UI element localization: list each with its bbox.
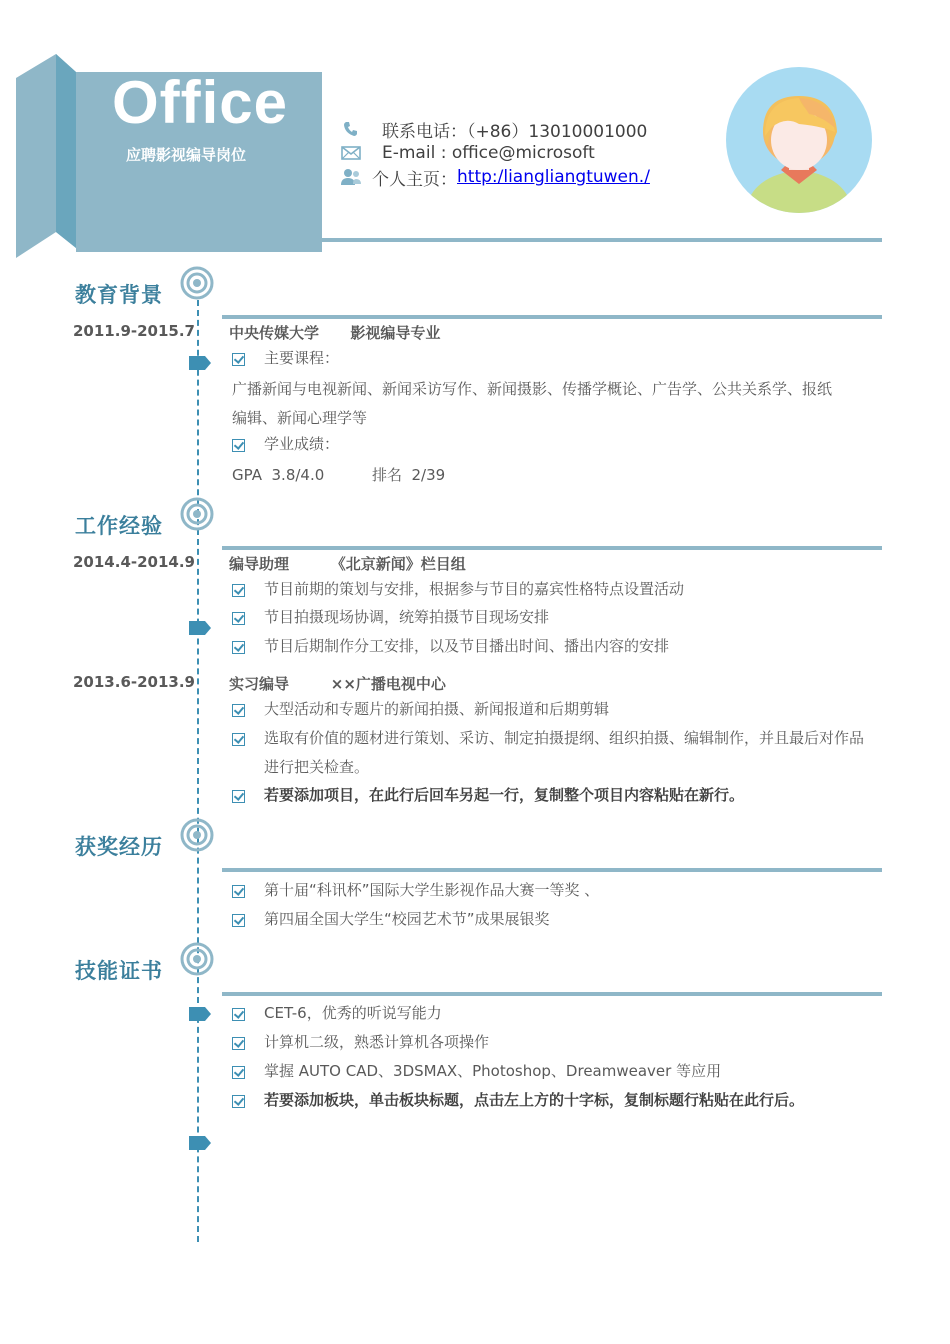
checkbox-icon: [232, 1066, 245, 1079]
list-item: 学业成绩：: [232, 436, 882, 459]
phone-icon: [340, 119, 362, 139]
target-icon: [180, 818, 214, 852]
checkbox-icon: [232, 353, 245, 366]
people-icon: [340, 167, 362, 187]
checkbox-icon: [232, 1037, 245, 1050]
email-row: [340, 141, 595, 165]
list-item: 主要课程：: [232, 350, 882, 373]
phone-text: 联系电话：（+86）13010001000: [382, 121, 648, 142]
checkbox-icon: [232, 641, 245, 654]
arrow-tag-icon: [189, 1136, 211, 1150]
list-item: CET-6，优秀的听说写能力: [232, 1005, 882, 1028]
checkbox-icon: [232, 584, 245, 597]
envelope-icon: [340, 143, 362, 163]
list-item: 掌握 AUTO CAD、3DSMAX、Photoshop、Dreamweaver 等应用: [232, 1063, 882, 1086]
section-title-skills: 技能证书: [75, 959, 163, 983]
job-date: 2013.6-2013.9: [73, 673, 195, 691]
courses-line: 广播新闻与电视新闻、新闻采访写作、新闻摄影、传播学概论、广告学、公共关系学、报纸: [232, 380, 833, 398]
section-divider: [222, 315, 882, 319]
education-date: 2011.9-2015.7: [73, 322, 195, 340]
checkbox-icon: [232, 733, 245, 746]
education-head: 中央传媒大学 影视编导专业: [229, 324, 441, 342]
section-title-work: 工作经验: [75, 514, 163, 538]
target-icon: [180, 942, 214, 976]
homepage-row: [340, 165, 650, 189]
list-item: 选取有价值的题材进行策划、采访、制定拍摄提纲、组织拍摄、编辑制作，并且最后对作品进行把关检查。: [232, 730, 872, 782]
job-date: 2014.4-2014.9: [73, 553, 195, 571]
grades-line: GPA 3.8/4.0 排名 2/39: [232, 466, 446, 484]
job-head: 编导助理 《北京新闻》栏目组: [229, 555, 466, 573]
checkbox-icon: [232, 914, 245, 927]
section-divider: [222, 868, 882, 872]
arrow-tag-icon: [189, 1007, 211, 1021]
list-item: 节目前期的策划与安排，根据参与节目的嘉宾性格特点设置活动: [232, 581, 882, 604]
section-divider: [222, 546, 882, 550]
job-objective: 应聘影视编导岗位: [125, 146, 246, 164]
checkbox-icon: [232, 612, 245, 625]
section-title-education: 教育背景: [75, 283, 163, 307]
list-item: 若要添加板块，单击板块标题，点击左上方的十字标，复制标题行粘贴在此行后。: [232, 1092, 882, 1115]
checkbox-icon: [232, 1095, 245, 1108]
checkbox-icon: [232, 704, 245, 717]
courses-line: 编辑、新闻心理学等: [232, 409, 368, 427]
list-item: 若要添加项目，在此行后回车另起一行，复制整个项目内容粘贴在新行。: [232, 787, 882, 810]
phone-row: [340, 117, 647, 141]
section-divider: [222, 992, 882, 996]
homepage-link[interactable]: http:/liangliangtuwen./: [457, 167, 650, 187]
list-item: 大型活动和专题片的新闻拍摄、新闻报道和后期剪辑: [232, 701, 882, 724]
list-item: 节目后期制作分工安排，以及节目播出时间、播出内容的安排: [232, 638, 882, 661]
list-item: 第四届全国大学生“校园艺术节”成果展银奖: [232, 911, 882, 934]
target-icon: [180, 266, 214, 300]
checkbox-icon: [232, 885, 245, 898]
arrow-tag-icon: [189, 621, 211, 635]
checkbox-icon: [232, 790, 245, 803]
homepage-label: 个人主页：: [372, 169, 457, 190]
email-text: E-mail : office@microsoft: [382, 143, 595, 163]
avatar: [725, 66, 873, 214]
brand-title: Office: [111, 69, 289, 136]
list-item: 第十届“科讯杯”国际大学生影视作品大赛一等奖 、: [232, 882, 882, 905]
job-head: 实习编导 ××广播电视中心: [229, 675, 446, 693]
arrow-tag-icon: [189, 356, 211, 370]
section-title-awards: 获奖经历: [75, 835, 163, 859]
target-icon: [180, 497, 214, 531]
timeline-line: [197, 300, 199, 1242]
checkbox-icon: [232, 439, 245, 452]
list-item: 计算机二级，熟悉计算机各项操作: [232, 1034, 882, 1057]
checkbox-icon: [232, 1008, 245, 1021]
list-item: 节目拍摄现场协调，统筹拍摄节目现场安排: [232, 609, 882, 632]
